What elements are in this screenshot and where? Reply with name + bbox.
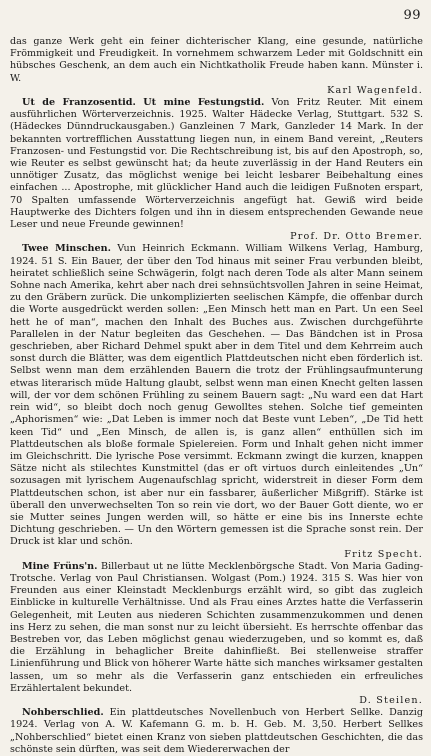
- review-title: Twee Minschen.: [22, 243, 111, 255]
- reviewer-signature: Fritz Specht.: [344, 548, 423, 560]
- reviewer-signature: Karl Wagenfeld.: [327, 84, 423, 96]
- review-intro: [10, 36, 423, 97]
- review-franzosentid: [10, 97, 423, 243]
- review-twee-minschen: [10, 243, 423, 560]
- review-text: Billerbaut ut ne lütte Mecklenbörgsche Stadt. Von Maria Gading-Trotsche. Verlag von Paul Christiansen. Wolgast (Pom.) 1924. 315 S. Was hier von Freunden aus einer Kleinstadt Mecklenburgs erzählt wird, so gibt das zugleich Einblicke in kulturelle Verhältnisse. Und als Frau eines Arztes hatte die Verfasserin Gelegenheit, mit Leuten aus niederen Schichten zusammenzukommen und denen ins Herz zu sehen, die man sonst nur zu leicht übersieht. Es herrschte offenbar das Bestreben vor, das Leben möglichst genau wiederzugeben, und so kommt es, daß die Erzählung in behaglicher Breite dahinfließt. Bei stellenweise straffer Linienführung und Blick von höherer Warte hätte sich manches wirksamer gestalten lassen, um so mehr als die Verfasserin ganz entschieden ein erfreuliches Erzählertalent bekundet.: [10, 560, 423, 694]
- review-text: das ganze Werk geht ein feiner dichterischer Klang, eine gesunde, natürliche Frömmigkeit und Freudigkeit. In vornehmem schwarzem Leder mit Goldschnitt ein hübsches Geschenk, an dem auch ein Nichtkatholik Freude haben kann. Münster i. W.: [10, 36, 423, 84]
- review-text: Von Fritz Reuter. Mit einem ausführlichen Wörterverzeichnis. 1925. Walter Hädecke Verlag, Stuttgart. 532 S. (Hädeckes Dünndruckausgaben.) Ganzleinen 7 Mark, Ganzleder 14 Mark. In der bekannten vortrefflichen Ausstattung liegen nun, in einem Band vereint, „Reuters Franzosen- und Festungstid vor. Die Rechtschreibung ist, bis auf den Apostroph, so, wie Reuter es selbst gewünscht hat; da heute zuverlässig in der Hand Reuters ein unnötiger Zusatz, das möglichst wenige bei leicht lesbarer Beibehaltung eines einfachen ... Apostrophe, mit glücklicher Hand auch die leidigen Fußnoten erspart, 70 Spalten umfassende Wörterverzeichnis angefügt hat. Gewiß wird beide Hauptwerke des Dichters folgen und ihn in diesem entsprechenden Gewande neue Leser und neue Freunde gewinnen!: [10, 97, 424, 231]
- reviewer-signature: Prof. Dr. Otto Bremer.: [290, 231, 423, 243]
- review-text: Ein plattdeutsches Novellenbuch von Herbert Sellke. Danzig 1924. Verlag von A. W. Kafemann G. m. b. H. Geb. M. 3,50. Herbert Sellkes „Nohberschlied“ bietet einen Kranz von sieben plattdeutschen Geschichten, die das schönste sein dürften, was seit dem Wiedererwachen der: [10, 707, 423, 755]
- review-title: Nohberschlied.: [22, 707, 104, 719]
- review-title: Mine Früns'n.: [22, 560, 98, 572]
- review-column: [10, 36, 423, 756]
- page-number: 99: [403, 8, 421, 23]
- review-title: Ut de Franzosentid. Ut mine Festungstid.: [22, 97, 265, 109]
- review-text: Vun Heinrich Eckmann. William Wilkens Verlag, Hamburg, 1924. 51 S. Ein Bauer, der über den Tod hinaus mit seiner Frau verbunden bleibt, heiratet schließlich seine Schwägerin, folgt nach deren Tode als alter Mann seinem Sohne nach Amerika, kehrt aber nach drei sehnsüchtsvollen Jahren in seine Heimat, zu den Gräbern zurück. Die unkomplizierten seelischen Kämpfe, die offenbar durch die Worte ausgedrückt werden sollen: „Een Minsch hett man en Part. Un een Seel hett he of man“, machen den Inhalt des Buches aus. Zwischen durchgeführte Parallelen in der Natur begleiten das Geschehen. — Das Bändchen ist in Prosa geschrieben, aber Richard Dehmel spukt aber in dem Titel und dem Kehrreim auch sonst durch die Blätter, was dem eigentlich Plattdeutschen nicht eben förderlich ist. Selbst wenn man dem erzählenden Bauern die trotz der Frühlingsaufmunterung etwas literarisch müde Haltung glaubt, selbst wenn man einen Knecht gelten lassen will, der vor dem schönen Frühling zu seinem Bauern sagt: „Nu ward een dat Hart rein wid“, so bleibt doch noch genug Gewolltes stehen. Solche tief gemeinten „Aphorismen“ wie: „Dat Leben is immer noch dat Beste vunt Leben“, „De Tid hett keen Tid“ und „Een Minsch, de allen is, is ganz allen“ enthüllen sich im Plattdeutschen als bloße formale Spielereien. Form und Inhalt gehen nicht immer im Gleichschritt. Die lyrische Pose versimmt. Eckmann zwingt die kurzen, knappen Sätze nicht als stilechtes Kunstmittel (das er oft virtuos durch einleitendes „Un“ sozusagen mit lyrischem Augenaufschlag spricht, widerstreit in dieser Form dem Plattdeutschen schon, ist aber nur ein fassbarer, äußerlicher Mißgriff). Stärke ist überall den unverwechselten Ton so rein vie dort, wo der Bauer Gott diente, wo er sie Mutter seines Jungen werden will, so hätte er eine bis ins Innerste echte Dichtung geschrieben. — Un den Wörtern gemessen ist die Sprache sonst rein. Der Druck ist klar und schön.: [10, 243, 423, 548]
- review-mine-fruen: [10, 561, 423, 707]
- review-nohberschlied: [10, 707, 423, 756]
- reviewer-signature: D. Steilen.: [359, 694, 423, 706]
